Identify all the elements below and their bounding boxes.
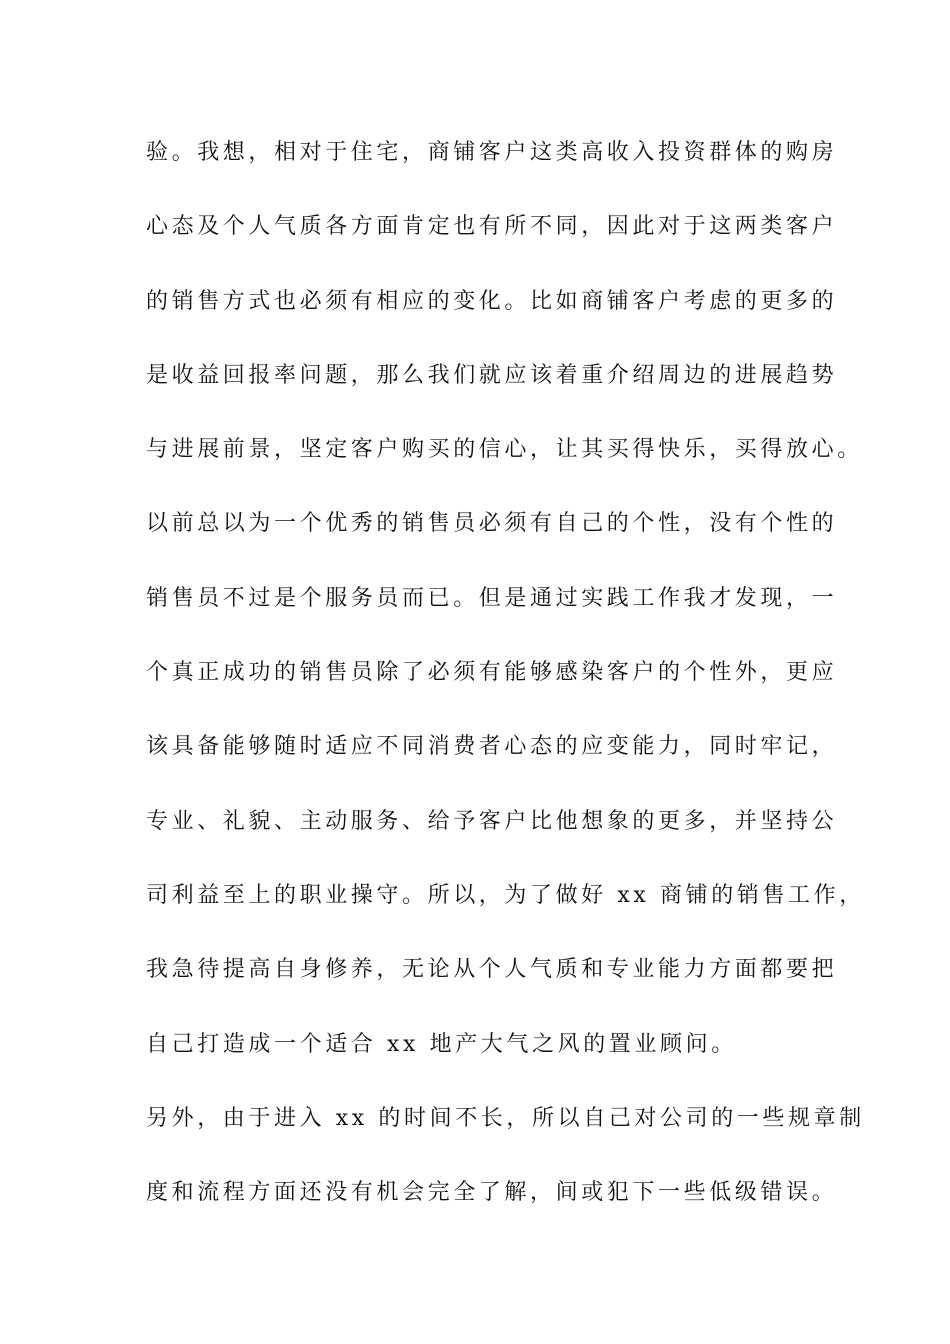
text-line: 自己打造成一个适合 xx 地产大气之风的置业顾问。 [146,1031,737,1057]
text-line: 我急待提高自身修养，无论从个人气质和专业能力方面都要把 [146,957,838,983]
body-text [146,131,865,1245]
text-line: 销售员不过是个服务员而已。但是通过实践工作我才发现，一 [146,585,838,611]
text-line: 另外，由于进入 xx 的时间不长，所以自己对公司的一些规章制 [146,1105,865,1131]
text-line: 与进展前景，坚定客户购买的信心，让其买得快乐，买得放心。 [146,437,863,463]
text-line: 的销售方式也必须有相应的变化。比如商铺客户考虑的更多的 [146,288,838,314]
text-line: 专业、礼貌、主动服务、给予客户比他想象的更多，并坚持公 [146,808,838,834]
text-line: 个真正成功的销售员除了必须有能够感染客户的个性外，更应 [146,660,838,686]
text-line: 心态及个人气质各方面肯定也有所不同，因此对于这两类客户 [146,214,838,240]
text-line: 验。我想，相对于住宅，商铺客户这类高收入投资群体的购房 [146,140,838,165]
text-line: 司利益至上的职业操守。所以，为了做好 xx 商铺的销售工作， [146,882,865,908]
text-line: 以前总以为一个优秀的销售员必须有自己的个性，没有个性的 [146,511,838,537]
text-line: 该具备能够随时适应不同消费者心态的应变能力，同时牢记， [146,734,838,760]
text-line: 度和流程方面还没有机会完全了解，间或犯下一些低级错误。 [146,1180,838,1206]
text-line: 是收益回报率问题，那么我们就应该着重介绍周边的进展趋势 [146,362,838,388]
